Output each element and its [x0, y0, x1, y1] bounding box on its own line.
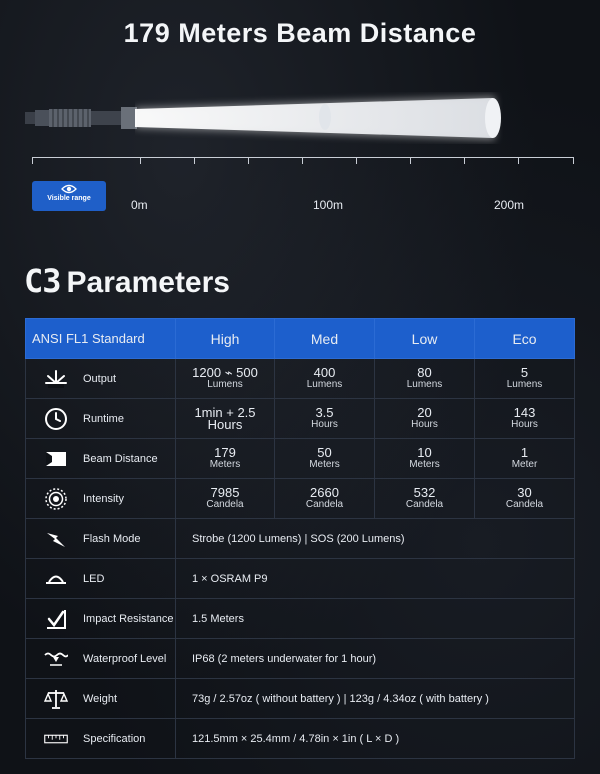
table-row: Beam Distance 179 Meters 50 Meters 10 Meters 1 Meter: [26, 439, 575, 479]
header-med: Med: [275, 319, 375, 359]
burst-icon: [44, 367, 68, 391]
clock-icon: [44, 407, 68, 431]
distance-ruler: [32, 157, 574, 158]
scale-icon: [44, 687, 68, 711]
ruler-icon: [44, 727, 68, 751]
intensity-icon: [44, 487, 68, 511]
table-row: [26, 599, 575, 639]
table-row: [26, 559, 575, 599]
table-row: [26, 639, 575, 679]
distance-label-0: 0m: [131, 198, 148, 212]
table-row: Output 1200 ⌁ 500 Lumens 400 Lumens 80 Lumens 5 Lumens: [26, 359, 575, 399]
row-label: Impact Resistance: [83, 612, 174, 625]
flash-mode-value: Strobe (1200 Lumens) | SOS (200 Lumens): [176, 519, 575, 559]
row-label: Flash Mode: [83, 532, 141, 545]
parameters-heading: [24, 262, 230, 300]
eye-icon: [61, 184, 77, 194]
led-icon: [44, 567, 68, 591]
model-name: C3: [24, 262, 61, 300]
impact-resistance-value: 1.5 Meters: [176, 599, 575, 639]
light-beam-icon: [135, 92, 503, 144]
row-label: Intensity: [83, 492, 124, 505]
header-eco: Eco: [475, 319, 575, 359]
waterproof-icon: [44, 647, 68, 671]
row-label: Output: [83, 372, 117, 385]
row-label: Runtime: [83, 412, 124, 425]
header-standard: ANSI FL1 Standard: [26, 319, 176, 359]
header-high: High: [176, 319, 275, 359]
distance-label-200: 200m: [494, 198, 525, 212]
row-label: Beam Distance: [83, 452, 158, 465]
row-label: Weight: [83, 692, 118, 705]
beam-icon: [44, 447, 68, 471]
impact-icon: [44, 607, 68, 631]
waterproof-value: IP68 (2 meters underwater for 1 hour): [176, 639, 575, 679]
beam-illustration: [25, 84, 585, 164]
row-label: Waterproof Level: [83, 652, 167, 665]
row-label: Specification: [83, 732, 146, 745]
visible-range-label: Visible range: [47, 195, 91, 202]
parameters-heading-text: Parameters: [66, 266, 230, 299]
weight-value: 73g / 2.57oz ( without battery ) | 123g / 4.34oz ( with battery ): [176, 679, 575, 719]
flashlight-icon: [25, 105, 137, 131]
table-row: [26, 679, 575, 719]
header-low: Low: [375, 319, 475, 359]
table-row: Intensity 7985 Candela 2660 Candela 532 Candela 30 Candela: [26, 479, 575, 519]
led-value: 1 × OSRAM P9: [176, 559, 575, 599]
page-title: 179 Meters Beam Distance: [123, 18, 477, 48]
table-row: Runtime 1min + 2.5 Hours 3.5 Hours 20 Hours 143 Hours: [26, 399, 575, 439]
table-row: [26, 519, 575, 559]
visible-range-badge: [32, 181, 106, 211]
lightning-icon: [44, 527, 68, 551]
table-header-row: [26, 319, 575, 359]
row-label: LED: [83, 572, 105, 585]
distance-label-100: 100m: [313, 198, 344, 212]
specification-value: 121.5mm × 25.4mm / 4.78in × 1in ( L × D ): [176, 719, 575, 759]
parameters-table: [25, 318, 575, 759]
table-row: [26, 719, 575, 759]
